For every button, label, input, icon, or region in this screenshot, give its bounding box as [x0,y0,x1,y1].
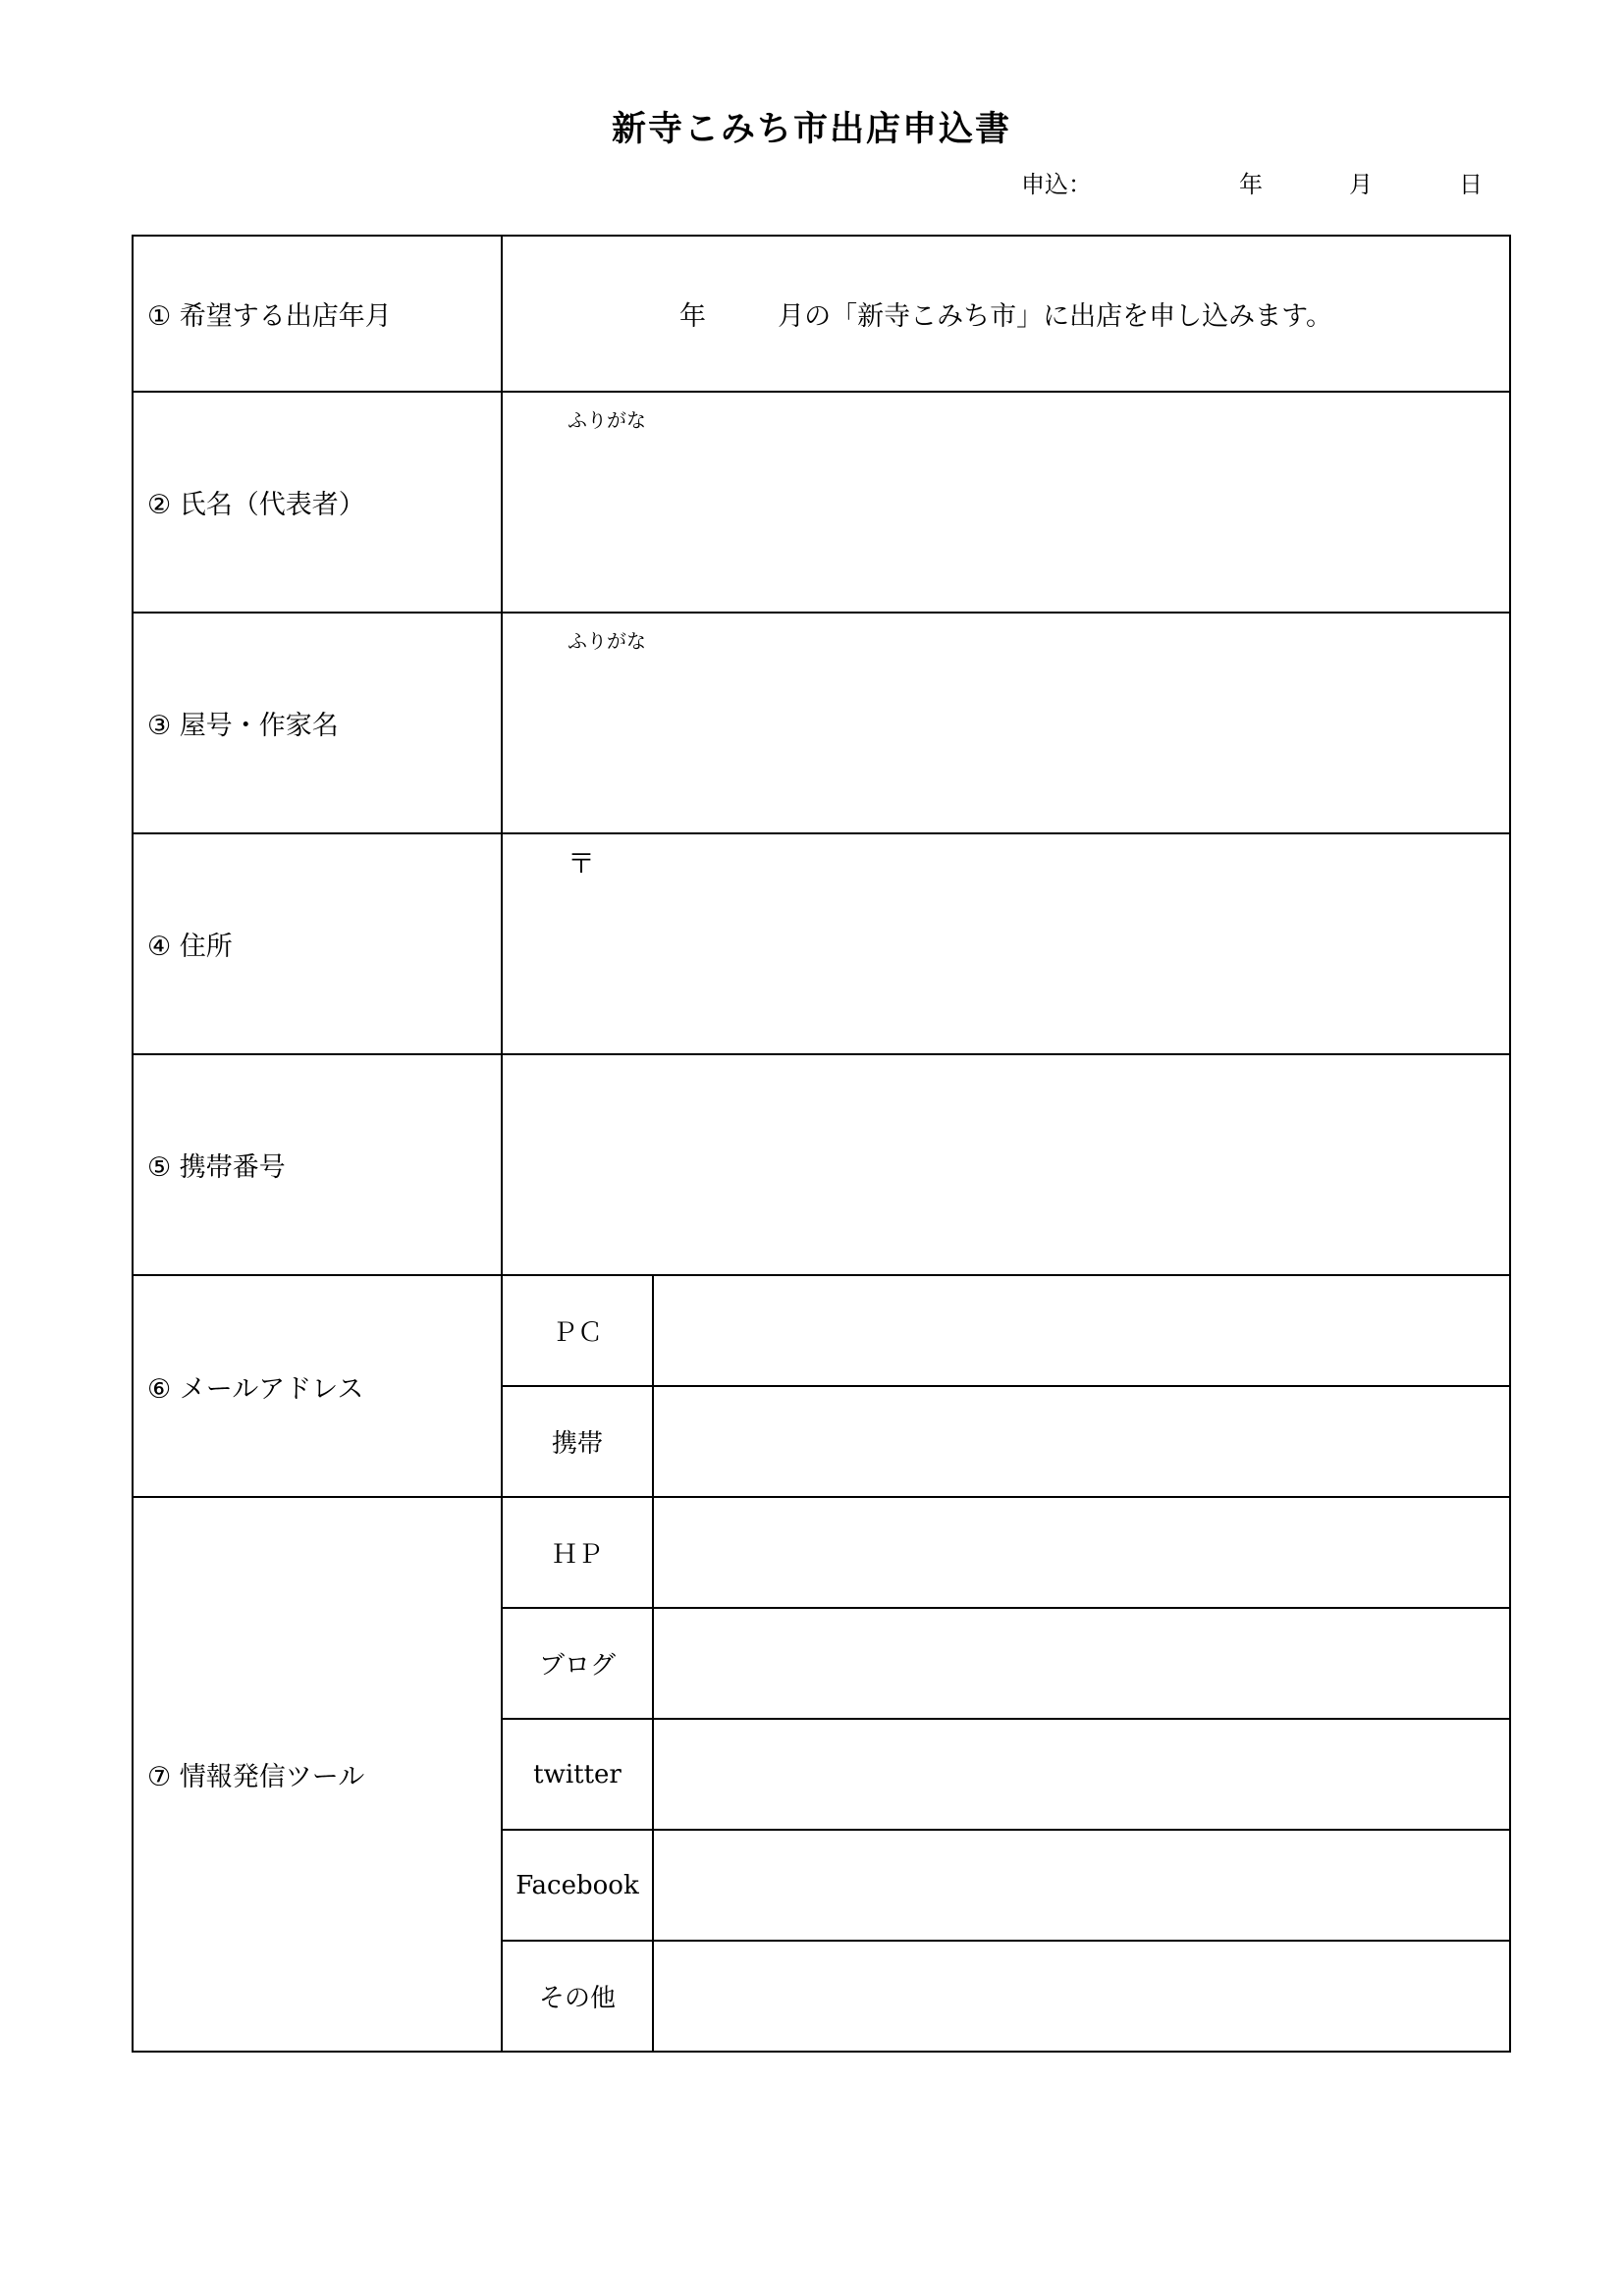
label-name: ② 氏名（代表者） [133,392,502,613]
field-twitter[interactable] [653,1719,1510,1830]
desired-year-unit: 年 [678,301,706,332]
sublabel-facebook: Facebook [502,1830,653,1941]
field-name[interactable] [502,392,1510,613]
sublabel-twitter: twitter [502,1719,653,1830]
page-title: 新寺こみち市出店申込書 [611,110,1011,149]
label-info-tools: ⑦ 情報発信ツール [133,1497,502,2052]
application-form-table [132,235,1511,2053]
field-email-mobile[interactable] [653,1386,1510,1497]
sublabel-hp: ＨＰ [502,1497,653,1608]
label-desired-month: ① 希望する出店年月 [133,236,502,392]
field-mobile[interactable] [502,1054,1510,1275]
desired-month-sentence: 月の「新寺こみち市」に出店を申し込みます。 [778,301,1333,332]
label-mobile: ⑤ 携帯番号 [133,1054,502,1275]
postal-mark: 〒 [568,847,596,880]
row-address [133,833,1510,1054]
row-desired-month [133,236,1510,392]
field-other[interactable] [653,1941,1510,2052]
field-hp[interactable] [653,1497,1510,1608]
application-date-month: 月 [1349,171,1373,198]
sublabel-blog: ブログ [502,1608,653,1719]
label-email: ⑥ メールアドレス [133,1275,502,1497]
furigana-hint: ふりがな [568,408,646,432]
row-shop-name [133,613,1510,833]
row-tool-hp [133,1497,1510,1608]
sublabel-email-pc: ＰＣ [502,1275,653,1386]
field-address[interactable] [502,833,1510,1054]
sublabel-other: その他 [502,1941,653,2052]
application-date-year: 年 [1239,171,1263,198]
furigana-hint: ふりがな [568,629,646,653]
row-mobile [133,1054,1510,1275]
row-email-pc [133,1275,1510,1386]
application-date-day: 日 [1459,171,1483,198]
field-shop-name[interactable] [502,613,1510,833]
row-name [133,392,1510,613]
sublabel-email-mobile: 携帯 [502,1386,653,1497]
field-email-pc[interactable] [653,1275,1510,1386]
label-shop-name: ③ 屋号・作家名 [133,613,502,833]
field-desired-month[interactable] [502,236,1510,392]
field-facebook[interactable] [653,1830,1510,1941]
label-address: ④ 住所 [133,833,502,1054]
field-blog[interactable] [653,1608,1510,1719]
application-date-label: 申込： [1021,171,1092,198]
